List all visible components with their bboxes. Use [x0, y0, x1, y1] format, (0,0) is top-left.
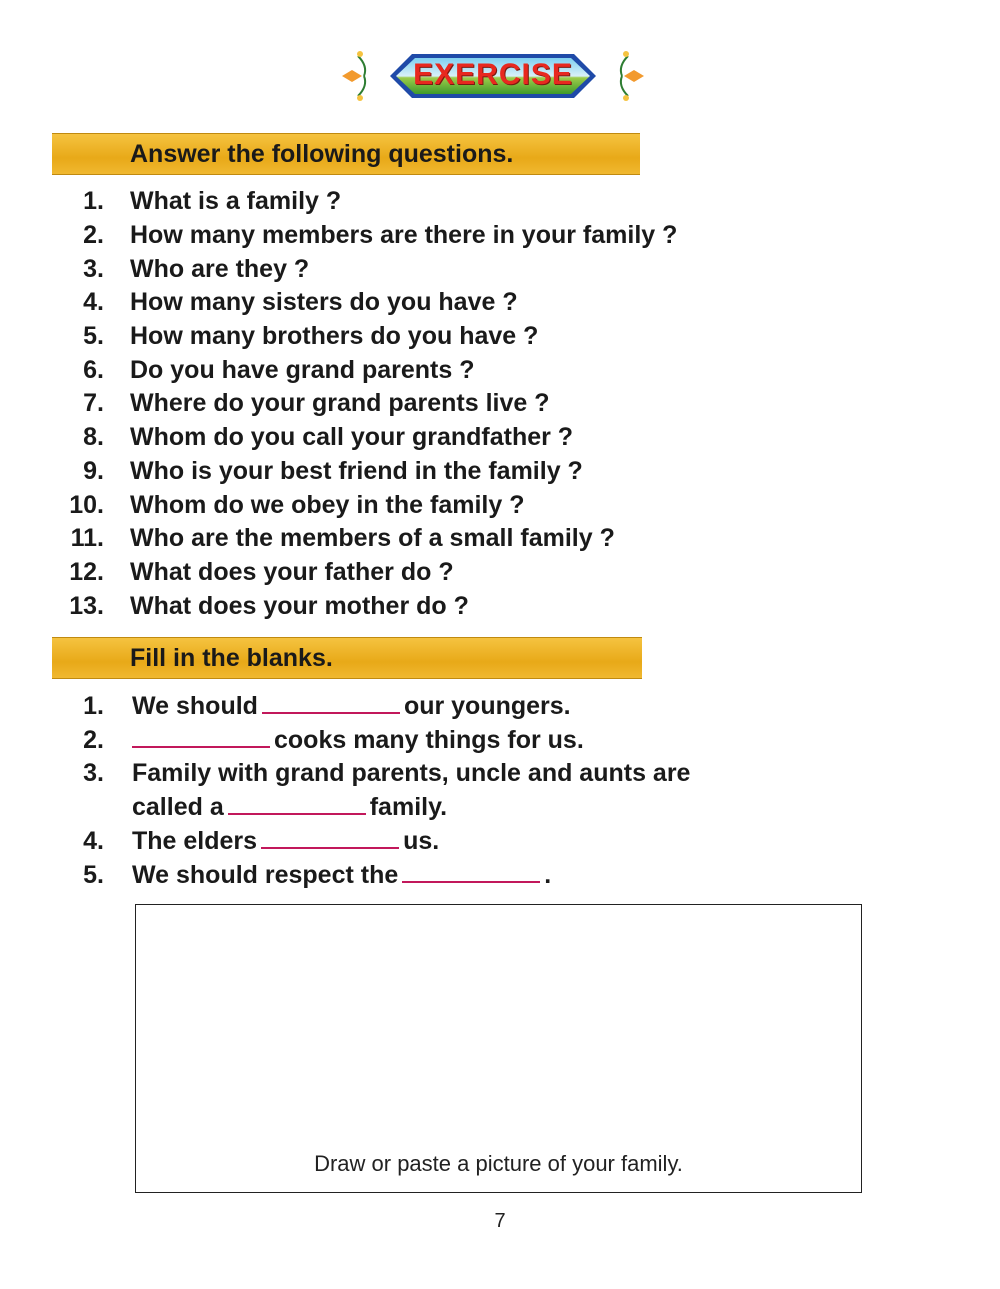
list-item: [60, 421, 960, 455]
sentence-end: our youngers.: [403, 692, 571, 720]
blank-line[interactable]: [262, 690, 400, 714]
blank-sentence: [132, 859, 832, 893]
item-number: 4.: [83, 288, 104, 317]
question-text: How many members are there in your family ?: [130, 221, 678, 250]
blank-sentence: [132, 825, 832, 859]
list-item: [60, 219, 960, 253]
sentence-start: The elders: [132, 826, 258, 855]
question-text: How many brothers do you have ?: [130, 322, 539, 351]
blank-sentence: [132, 724, 832, 758]
blank-sentence: [132, 690, 832, 724]
item-number: 3.: [83, 759, 104, 788]
question-text: Who are they ?: [130, 254, 310, 283]
list-item: [60, 589, 960, 623]
item-number: 1.: [83, 692, 104, 720]
list-item: [60, 320, 960, 354]
item-number: 2.: [83, 725, 104, 754]
list-item: [60, 859, 960, 893]
list-item: [60, 690, 960, 724]
list-item: [60, 185, 960, 219]
page-number: 7: [494, 1210, 506, 1232]
item-number: 4.: [83, 826, 104, 855]
question-text: Where do your grand parents live ?: [130, 389, 550, 418]
list-item: [60, 286, 960, 320]
blank-line[interactable]: [228, 791, 366, 815]
blank-line[interactable]: [402, 859, 540, 883]
fill-blanks-list: [60, 690, 960, 892]
question-text: What does your mother do ?: [130, 591, 469, 620]
question-text: Do you have grand parents ?: [130, 355, 475, 384]
blank-line[interactable]: [261, 825, 399, 849]
sentence-end: us.: [403, 826, 440, 855]
item-number: 2.: [83, 221, 104, 250]
item-number: 11.: [70, 524, 104, 553]
item-number: 9.: [83, 456, 104, 485]
picture-box-caption: Draw or paste a picture of your family.: [314, 1151, 683, 1176]
item-number: 3.: [83, 254, 104, 283]
list-item: [60, 556, 960, 590]
question-text: Whom do we obey in the family ?: [130, 490, 525, 519]
item-number: 13.: [69, 591, 104, 620]
sentence-start: We should: [132, 692, 258, 720]
sentence-line-1: Family with grand parents, uncle and aunts are: [132, 759, 691, 788]
list-item: [60, 252, 960, 286]
list-item: [60, 353, 960, 387]
blank-line[interactable]: [132, 724, 270, 748]
item-number: 8.: [83, 423, 104, 452]
sentence-start: called a: [132, 793, 224, 822]
section-heading-bar: [52, 133, 640, 175]
list-item: [60, 757, 960, 824]
item-number: 5.: [83, 860, 104, 889]
list-item: [60, 387, 960, 421]
sentence-end: .: [544, 860, 552, 889]
sentence-end: cooks many things for us.: [274, 725, 584, 754]
question-text: Who are the members of a small family ?: [130, 524, 615, 553]
item-number: 12.: [69, 557, 104, 586]
section-heading-bar: [52, 637, 642, 679]
list-item: [60, 522, 960, 556]
item-number: 10.: [69, 490, 104, 519]
exercise-title: EXERCISE: [413, 58, 573, 91]
blank-sentence: [132, 757, 832, 824]
item-number: 6.: [83, 355, 104, 384]
list-item: [60, 724, 960, 758]
sentence-end: family.: [369, 793, 448, 822]
section-heading-fill-blanks: Fill in the blanks.: [130, 644, 333, 672]
sentence-start: We should respect the: [132, 860, 399, 889]
question-text: What does your father do ?: [130, 557, 454, 586]
question-text: Who is your best friend in the family ?: [130, 456, 583, 485]
list-item: [60, 825, 960, 859]
item-number: 5.: [83, 322, 104, 351]
family-picture-box[interactable]: [135, 904, 862, 1193]
questions-list: [60, 185, 960, 623]
question-text: Whom do you call your grandfather ?: [130, 423, 574, 452]
list-item: [60, 488, 960, 522]
list-item: [60, 455, 960, 489]
section-heading-questions: Answer the following questions.: [130, 140, 514, 168]
item-number: 7.: [83, 389, 104, 418]
question-text: What is a family ?: [130, 187, 342, 216]
question-text: How many sisters do you have ?: [130, 288, 518, 317]
exercise-banner: [338, 40, 648, 112]
item-number: 1.: [83, 187, 104, 216]
